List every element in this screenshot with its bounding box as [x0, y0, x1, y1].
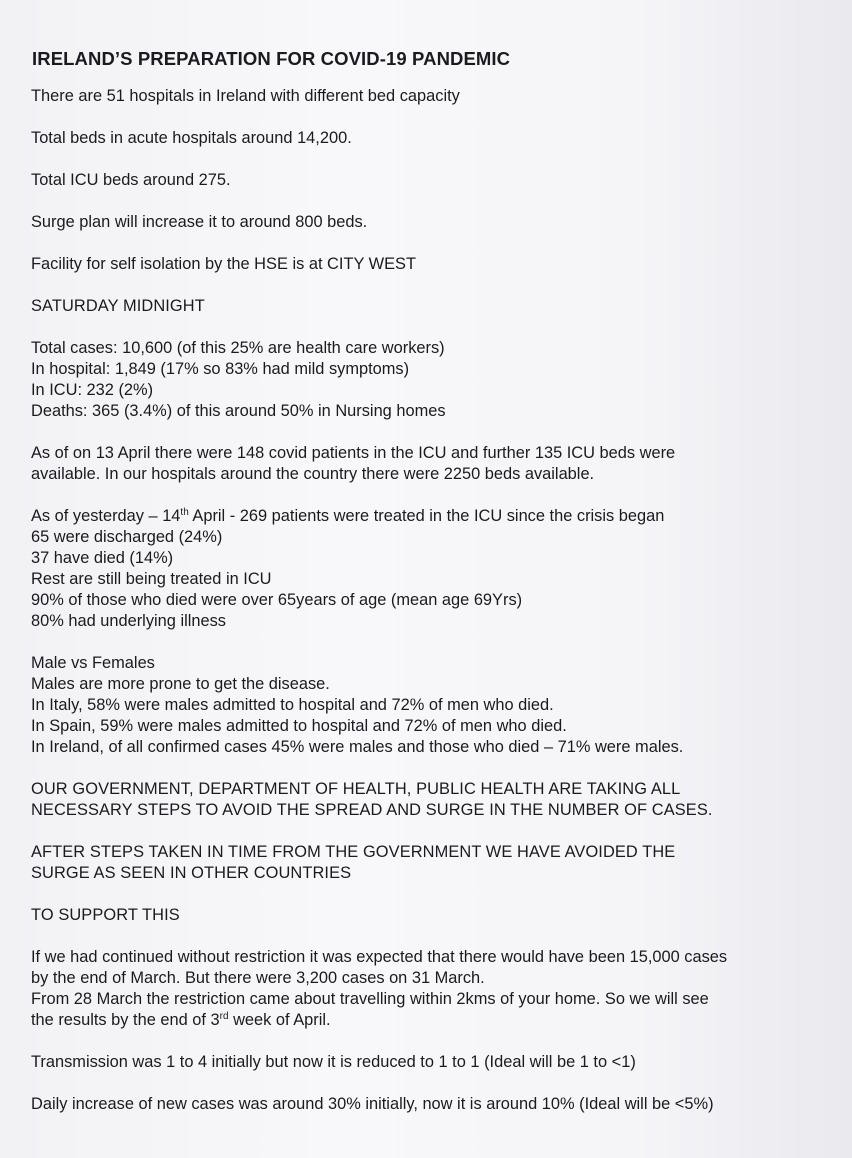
stats-block	[31, 338, 831, 422]
discharged-line: 65 were discharged (24%)	[31, 528, 223, 546]
icu-outcomes-line-1-a: As of yesterday – 14	[31, 507, 181, 525]
ordinal-suffix: rd	[219, 1011, 229, 1022]
italy-line: In Italy, 58% were males admitted to hospital and 72% of men who died.	[31, 696, 554, 714]
in-hospital-line: In hospital: 1,849 (17% so 83% had mild symptoms)	[31, 360, 410, 378]
april-13-line-1: As of on 13 April there were 148 covid patients in the ICU and further 135 ICU beds were	[31, 444, 676, 462]
deaths-line: Deaths: 365 (3.4%) of this around 50% in Nursing homes	[31, 402, 446, 420]
document-title: IRELAND’S PREPARATION FOR COVID-19 PANDEMIC	[32, 48, 511, 69]
total-cases-line: Total cases: 10,600 (of this 25% are health care workers)	[31, 339, 445, 357]
steps-line-2: SURGE AS SEEN IN OTHER COUNTRIES	[31, 864, 352, 882]
saturday-midnight-heading: SATURDAY MIDNIGHT	[31, 297, 205, 315]
restriction-line-4-a: the results by the end of 3	[31, 1011, 220, 1029]
over-65-line: 90% of those who died were over 65years of age (mean age 69Yrs)	[31, 591, 523, 609]
april-13-line-2: available. In our hospitals around the country there were 2250 beds available.	[31, 465, 595, 483]
icu-beds-text: Total ICU beds around 275.	[31, 171, 231, 189]
gender-block	[31, 653, 831, 758]
surge-plan-text: Surge plan will increase it to around 800 beds.	[31, 213, 368, 231]
in-icu-line: In ICU: 232 (2%)	[31, 381, 154, 399]
transmission-text: Transmission was 1 to 4 initially but now it is reduced to 1 to 1 (Ideal will be 1 to <1)	[31, 1053, 636, 1071]
restriction-line-4	[31, 1010, 831, 1031]
still-in-icu-line: Rest are still being treated in ICU	[31, 570, 272, 588]
underlying-illness-line: 80% had underlying illness	[31, 612, 226, 630]
self-isolation-text: Facility for self isolation by the HSE is at CITY WEST	[31, 255, 416, 273]
steps-block	[31, 842, 831, 884]
government-block	[31, 779, 831, 821]
ireland-line: In Ireland, of all confirmed cases 45% were males and those who died – 71% were males.	[31, 738, 684, 756]
restriction-line-1: If we had continued without restriction it was expected that there would have been 15,000 cases	[31, 948, 728, 966]
gender-heading: Male vs Females	[31, 654, 155, 672]
document-body	[31, 48, 831, 1136]
restriction-line-4-b: week of April.	[228, 1011, 331, 1029]
icu-outcomes-block	[31, 506, 831, 632]
hospitals-count-text: There are 51 hospitals in Ireland with different bed capacity	[31, 87, 460, 105]
ordinal-suffix: th	[180, 507, 189, 518]
restriction-block	[31, 947, 831, 1031]
restriction-line-3: From 28 March the restriction came about travelling within 2kms of your home. So we will see	[31, 990, 709, 1008]
government-line-1: OUR GOVERNMENT, DEPARTMENT OF HEALTH, PUBLIC HEALTH ARE TAKING ALL	[31, 780, 681, 798]
died-line: 37 have died (14%)	[31, 549, 174, 567]
government-line-2: NECESSARY STEPS TO AVOID THE SPREAD AND SURGE IN THE NUMBER OF CASES.	[31, 801, 713, 819]
gender-line-2: Males are more prone to get the disease.	[31, 675, 330, 693]
acute-beds-text: Total beds in acute hospitals around 14,200.	[31, 129, 352, 147]
daily-increase-text: Daily increase of new cases was around 30% initially, now it is around 10% (Ideal will be <5%)	[31, 1095, 714, 1113]
steps-line-1: AFTER STEPS TAKEN IN TIME FROM THE GOVERNMENT WE HAVE AVOIDED THE	[31, 843, 676, 861]
restriction-line-2: by the end of March. But there were 3,200 cases on 31 March.	[31, 969, 485, 987]
april-13-block	[31, 443, 831, 485]
support-heading: TO SUPPORT THIS	[31, 906, 180, 924]
icu-outcomes-line-1	[31, 506, 831, 527]
spain-line: In Spain, 59% were males admitted to hospital and 72% of men who died.	[31, 717, 567, 735]
icu-outcomes-line-1-b: April - 269 patients were treated in the ICU since the crisis began	[188, 507, 665, 525]
